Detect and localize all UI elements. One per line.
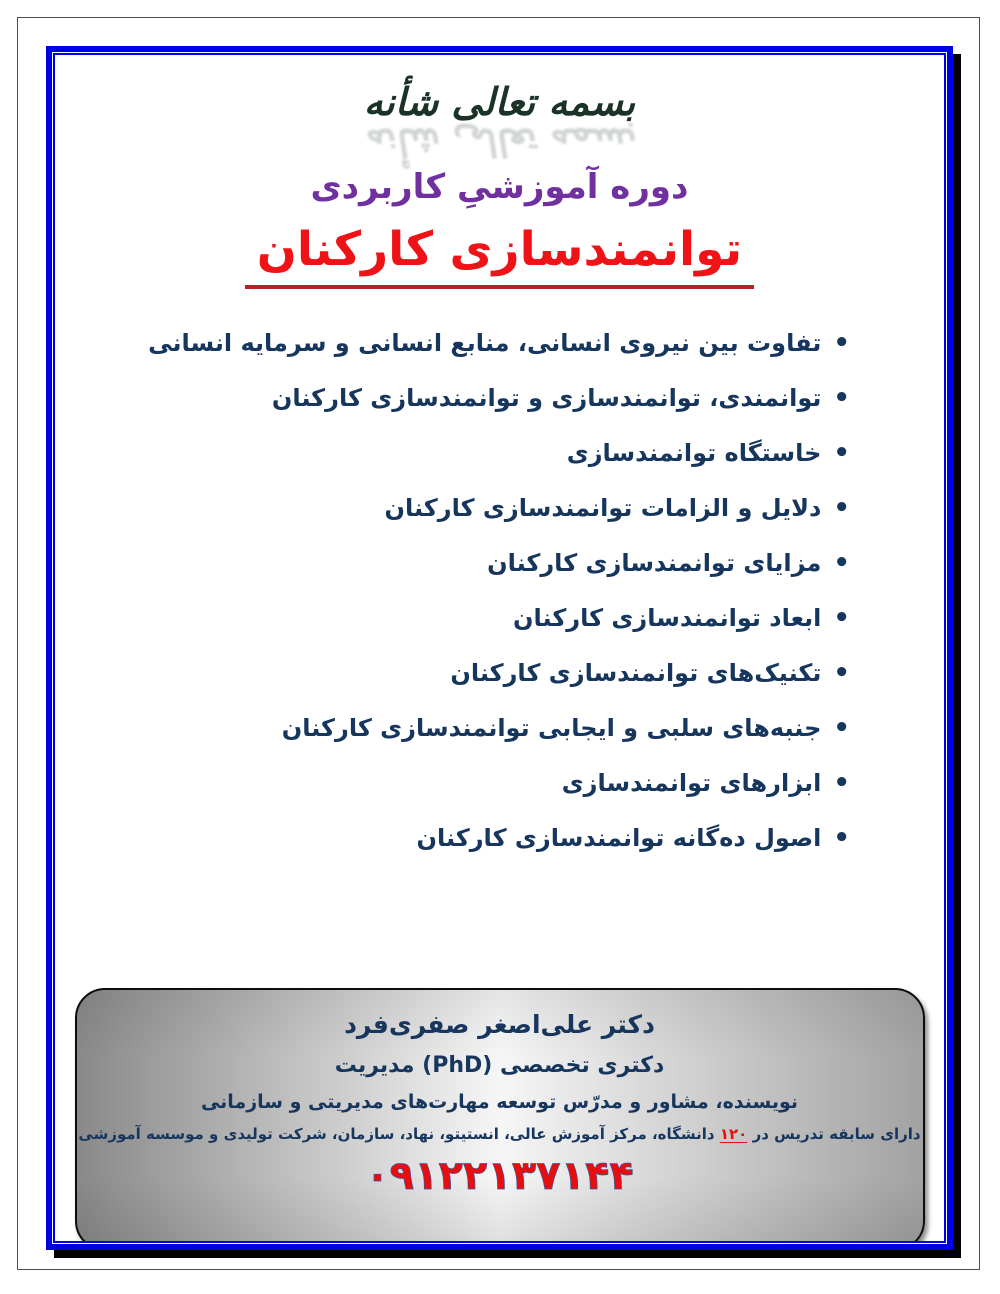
list-item-label: تفاوت بین نیروی انسانی، منابع انسانی و سرمایه انسانی xyxy=(148,328,822,357)
list-item-label: ابزارهای توانمندسازی xyxy=(561,768,822,797)
list-item xyxy=(103,590,850,645)
list-item xyxy=(103,370,850,425)
list-item-label: جنبه‌های سلبی و ایجابی توانمندسازی کارکنان xyxy=(281,713,822,742)
bullet-icon: • xyxy=(833,437,850,468)
experience-prefix: دارای سابقه تدریس در xyxy=(752,1125,921,1143)
bismillah-calligraphy: بسمه تعالی شأنه xyxy=(363,79,636,124)
experience-count: ۱۲۰ xyxy=(719,1125,748,1143)
bullet-icon: • xyxy=(833,657,850,688)
poster-content xyxy=(55,79,944,1243)
list-item xyxy=(103,480,850,535)
list-item-label: دلایل و الزامات توانمندسازی کارکنان xyxy=(384,493,822,522)
list-item-label: ابعاد توانمندسازی کارکنان xyxy=(513,603,822,632)
bullet-icon: • xyxy=(833,767,850,798)
experience-suffix: دانشگاه، مرکز آموزش عالی، انستیتو، نهاد، سازمان، شرکت تولیدی و موسسه آموزشی xyxy=(78,1125,715,1143)
list-item-label: توانمندی، توانمندسازی و توانمندسازی کارکنان xyxy=(271,383,822,412)
bullet-icon: • xyxy=(833,382,850,413)
bullet-icon: • xyxy=(833,712,850,743)
blue-frame xyxy=(46,46,953,1250)
bullet-icon: • xyxy=(833,822,850,853)
list-item-label: خاستگاه توانمندسازی xyxy=(566,438,822,467)
presenter-card xyxy=(75,988,925,1243)
presenter-role: نویسنده، مشاور و مدرّس توسعه مهارت‌های مدیریتی و سازمانی xyxy=(200,1091,799,1113)
presenter-name: دکتر علی‌اصغر صفری‌فرد xyxy=(344,1010,655,1039)
course-title-row xyxy=(55,223,944,289)
list-item xyxy=(103,810,850,865)
list-item-label: تکنیک‌های توانمندسازی کارکنان xyxy=(450,658,822,687)
topics-list xyxy=(55,315,944,865)
bullet-icon: • xyxy=(833,492,850,523)
bullet-icon: • xyxy=(833,327,850,358)
phone-number: ۰۹۱۲۲۱۳۷۱۴۴ xyxy=(365,1153,634,1199)
list-item xyxy=(103,755,850,810)
list-item xyxy=(103,535,850,590)
bismillah-reflection: بسمه تعالی شأنه xyxy=(360,120,638,165)
presenter-experience xyxy=(77,1125,923,1143)
course-title: توانمندسازی کارکنان xyxy=(245,223,754,289)
list-item-label: اصول ده‌گانه توانمندسازی کارکنان xyxy=(416,823,822,852)
presenter-degree: دکتری تخصصی (PhD) مدیریت xyxy=(334,1053,665,1078)
list-item xyxy=(103,425,850,480)
blue-frame-inner-line xyxy=(53,53,946,1243)
list-item-label: مزایای توانمندسازی کارکنان xyxy=(487,548,822,577)
bullet-icon: • xyxy=(833,547,850,578)
bullet-icon: • xyxy=(833,602,850,633)
list-item xyxy=(103,700,850,755)
course-subtitle: دوره آموزشیِ کاربردی xyxy=(310,167,689,207)
list-item xyxy=(103,645,850,700)
bismillah-block xyxy=(55,79,944,165)
list-item xyxy=(103,315,850,370)
